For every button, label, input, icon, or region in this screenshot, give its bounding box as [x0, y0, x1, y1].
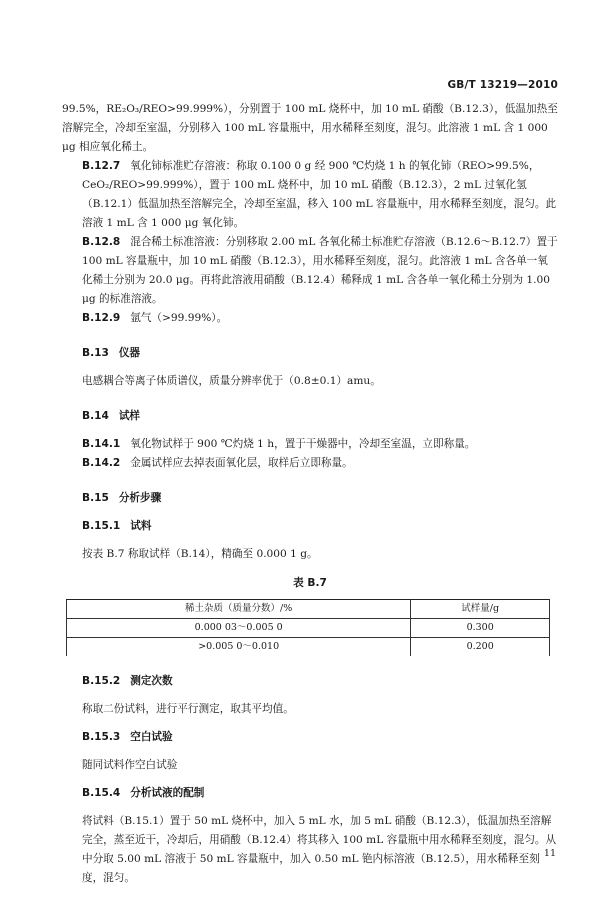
table-cell: >0.005 0～0.010	[67, 638, 411, 657]
subsection-body-b-15-3: 随同试料作空白试验	[82, 759, 178, 771]
page-number: 11	[543, 848, 556, 859]
section-title: 分析步骤	[118, 492, 162, 504]
subsection-number: B.15.2	[82, 675, 121, 687]
table-row	[67, 638, 550, 657]
subsection-number: B.15.1	[82, 520, 121, 532]
clause-text: 氧化铈标准贮存溶液：称取 0.100 0 g 经 900 ℃灼烧 1 h 的氧化铈（REO>99.5%，CeO₂/REO>99.999%），置于 100 mL 烧杯中，加 10 mL 硝酸（B.12.3），2 mL 过氧化氢（B.12.1）低温加热至溶解完全，冷却至室温，移入 100 mL 容量瓶中，用水稀释至刻度，混匀。此溶液 1 mL 含 1 000 μg 氧化铈。	[82, 160, 557, 229]
subsection-body-b-15-4: 将试料（B.15.1）置于 50 mL 烧杯中，加入 5 mL 水，加 5 mL 硝酸（B.12.3），低温加热至溶解完全，蒸至近干，冷却后，用硝酸（B.12.4）将其移入 100 mL 容量瓶中用水稀释至刻度，混匀。从中分取 5.00 mL 溶液于 50 mL 容量瓶中，加入 0.50 mL 铯内标溶液（B.12.5），用水稀释至刻度，混匀。	[82, 815, 557, 884]
table-caption: 表 B.7	[293, 577, 327, 589]
clause-number: B.14.1	[82, 438, 121, 450]
table-header-cell: 试样量/g	[411, 600, 550, 619]
sample-mass-table	[66, 599, 550, 656]
clause-text: 氩气（>99.99%）。	[130, 312, 228, 324]
clause-text: 混合稀土标准溶液：分别移取 2.00 mL 各氧化稀土标准贮存溶液（B.12.6～B.12.7）置于 100 mL 容量瓶中，加 10 mL 硝酸（B.12.3），用水稀释至刻度，混匀。此溶液 1 mL 含各单一氧化稀土分别为 20.0 μg。再将此溶液用硝酸（B.12.4）稀释成 1 mL 含各单一氧化稀土分别为 1.00 μg 的标准溶液。	[82, 236, 558, 305]
section-number: B.13	[82, 347, 109, 359]
clause-number: B.12.9	[82, 312, 121, 324]
clause-b-12-8	[62, 233, 558, 309]
subsection-number: B.15.4	[82, 787, 121, 799]
subsection-body-b-15-2: 称取二份试料，进行平行测定，取其平均值。	[82, 703, 294, 715]
clause-number: B.14.2	[82, 457, 121, 469]
section-heading-b-14	[62, 407, 558, 426]
clause-b-12-7	[62, 157, 558, 233]
clause-text: 金属试样应去掉表面氧化层，取样后立即称量。	[130, 457, 353, 469]
clause-b-14-1	[62, 435, 558, 454]
table-row	[67, 619, 550, 638]
subsection-heading-b-15-1	[62, 517, 558, 536]
section-number: B.14	[82, 410, 109, 422]
clause-text: 氧化物试样于 900 ℃灼烧 1 h，置于干燥器中，冷却至室温，立即称量。	[130, 438, 476, 450]
section-heading-b-13	[62, 344, 558, 363]
standard-code-header: GB/T 13219—2010	[447, 79, 558, 91]
clause-b-14-2	[62, 454, 558, 473]
section-number: B.15	[82, 492, 109, 504]
table-cell: 0.200	[411, 638, 550, 657]
clause-number: B.12.7	[82, 160, 121, 172]
table-cell: 0.300	[411, 619, 550, 638]
paragraph-continuation: 99.5%，RE₂O₃/REO>99.999%），分别置于 100 mL 烧杯中，加 10 mL 硝酸（B.12.3），低温加热至溶解完全，冷却至室温，分别移入 100 mL 容量瓶中，用水稀释至刻度，混匀。此溶液 1 mL 含 1 000 μg 相应氧化稀土。	[62, 103, 558, 153]
document-body	[62, 100, 558, 888]
subsection-heading-b-15-2	[62, 672, 558, 691]
clause-number: B.12.8	[82, 236, 121, 248]
section-heading-b-15	[62, 489, 558, 508]
subsection-heading-b-15-4	[62, 784, 558, 803]
table-cell: 0.000 03～0.005 0	[67, 619, 411, 638]
subsection-body-b-15-1: 按表 B.7 称取试样（B.14），精确至 0.000 1 g。	[82, 548, 318, 560]
section-title: 试样	[118, 410, 141, 422]
table-header-row	[67, 600, 550, 619]
table-header-cell: 稀土杂质（质量分数）/%	[67, 600, 411, 619]
subsection-title: 测定次数	[130, 675, 173, 687]
section-body-b-13: 电感耦合等离子体质谱仪，质量分辨率优于（0.8±0.1）amu。	[82, 375, 381, 387]
subsection-title: 空白试验	[130, 731, 173, 743]
section-title: 仪器	[118, 347, 141, 359]
subsection-title: 分析试液的配制	[130, 787, 205, 799]
subsection-heading-b-15-3	[62, 728, 558, 747]
subsection-title: 试料	[130, 520, 152, 532]
clause-b-12-9	[62, 309, 558, 328]
subsection-number: B.15.3	[82, 731, 121, 743]
